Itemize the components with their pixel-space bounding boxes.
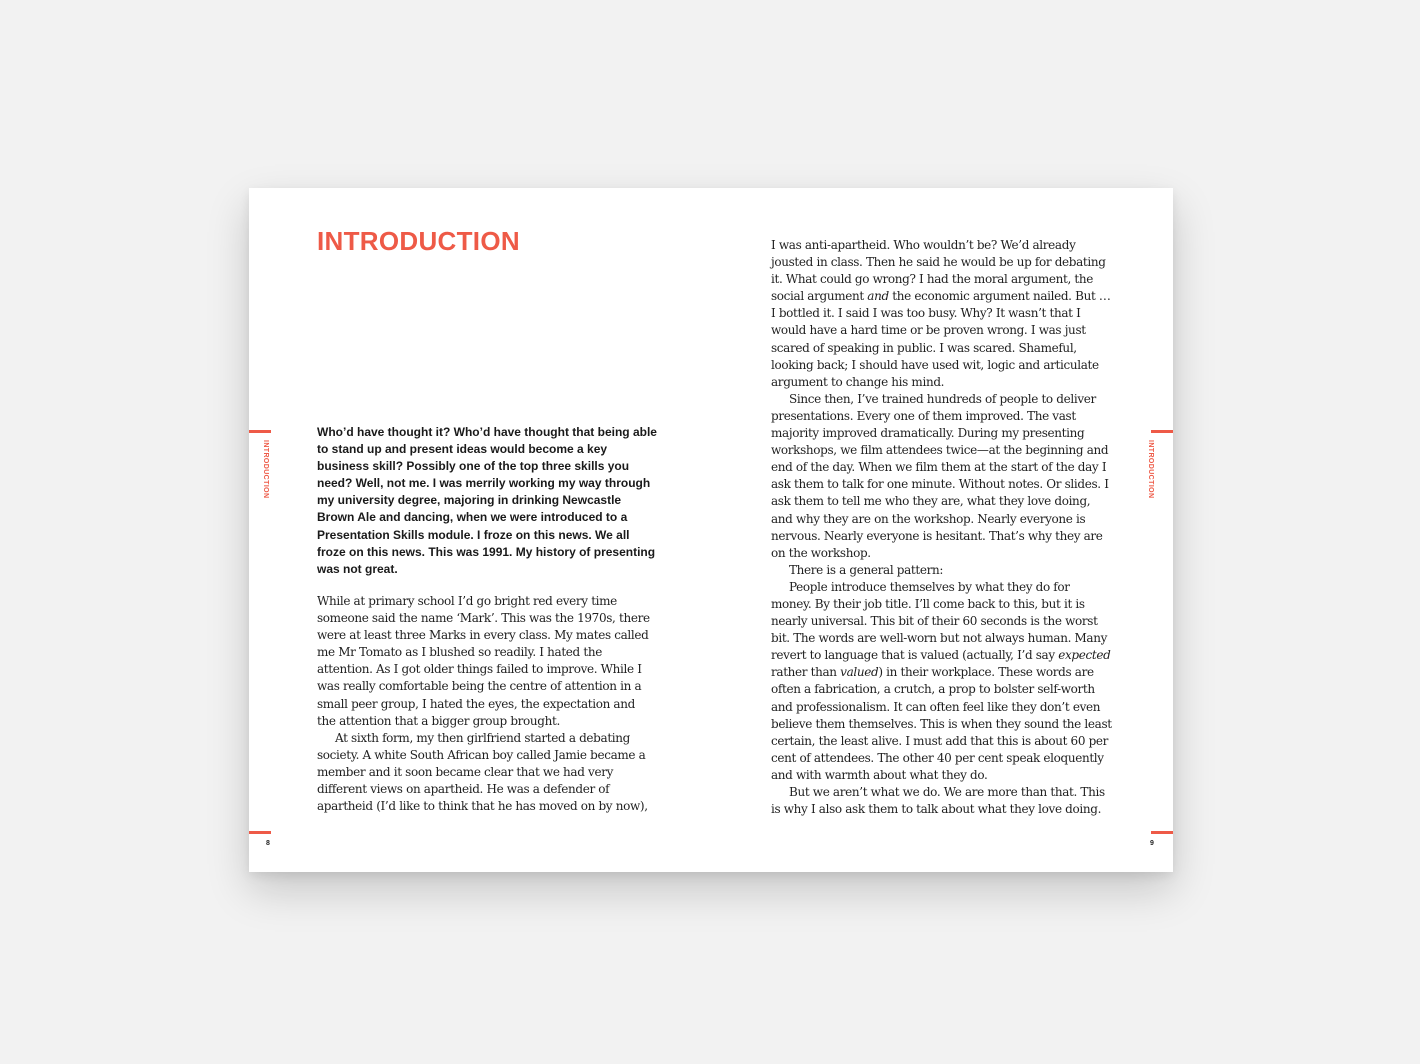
body-paragraph: At sixth form, my then girlfriend started a debating society. A white South African boy called Jamie became a member and it soon became clear that we had very different views on apartheid. He was a defender of apartheid (I’d like to think that he has moved on by now), xyxy=(317,730,648,814)
body-paragraph: But we aren’t what we do. We are more than that. This is why I also ask them to talk about what they love doing. xyxy=(771,785,1105,817)
folio-rule xyxy=(1151,831,1173,834)
book-spread xyxy=(249,188,1173,872)
page-number-right: 9 xyxy=(1150,840,1154,847)
right-page xyxy=(249,188,1173,872)
body-paragraph: There is a general pattern: xyxy=(789,562,944,577)
intro-paragraph: Who’d have thought it? Who’d have thought that being able to stand up and present ideas would become a key business skill? Possibly one of the top three skills you need? Well, not me. I was merrily working my way through my university degree, majoring in drinking Newcastle Brown Ale and dancing, when we were introduced to a Presentation Skills module. I froze on this news. We all froze on this news. This was 1991. My history of presenting was not great. xyxy=(317,425,657,576)
body-paragraph: I was anti-apartheid. Who wouldn’t be? We’d already jousted in class. Then he said he would be up for debating it. What could go wrong? I had the moral argument, the social argument and the economic argument nailed. But … I bottled it. I said I was too busy. Why? It wasn’t that I would have a hard time or be proven wrong. I was just scared of speaking in public. I was scared. Shameful, looking back; I should have used wit, logic and articulate argument to change his mind. xyxy=(771,238,1111,389)
running-head-left: INTRODUCTION xyxy=(262,440,269,499)
body-paragraph: People introduce themselves by what they do for money. By their job title. I’ll come back to this, but it is nearly universal. This bit of their 60 seconds is the worst bit. The words are well-worn but not always human. Many revert to language that is valued (actually, I’d say expected rather than valued) in their workplace. These words are often a fabrication, a crutch, a prop to bolster self-worth and professionalism. It can often feel like they don’t even believe them themselves. This is when they sound the least certain, the least alive. I must add that this is about 60 per cent of attendees. The other 40 per cent speak eloquently and with warmth about what they do. xyxy=(771,579,1112,782)
right-body-text xyxy=(771,237,1113,818)
running-head-right: INTRODUCTION xyxy=(1147,440,1154,499)
body-paragraph: Since then, I’ve trained hundreds of people to deliver presentations. Every one of them improved. The vast majority improved dramatically. During my presenting workshops, we film attendees twice—at the beginning and end of the day. When we film them at the start of the day I ask them to talk for one minute. Without notes. Or slides. I ask them to tell me who they are, what they love doing, and why they are on the workshop. Nearly everyone is nervous. Nearly everyone is hesitant. That’s why they are on the workshop. xyxy=(771,391,1109,560)
chapter-title: INTRODUCTION xyxy=(317,226,520,256)
body-paragraph: While at primary school I’d go bright red every time someone said the name ‘Mark’. This was the 1970s, there were at least three Marks in every class. My mates called me Mr Tomato as I blushed so readily. I hated the attention. As I got older things failed to improve. While I was really comfortable being the centre of attention in a small peer group, I hated the eyes, the expectation and the attention that a bigger group brought. xyxy=(317,594,650,728)
page-number-left: 8 xyxy=(266,840,270,847)
running-head-rule xyxy=(1151,430,1173,433)
